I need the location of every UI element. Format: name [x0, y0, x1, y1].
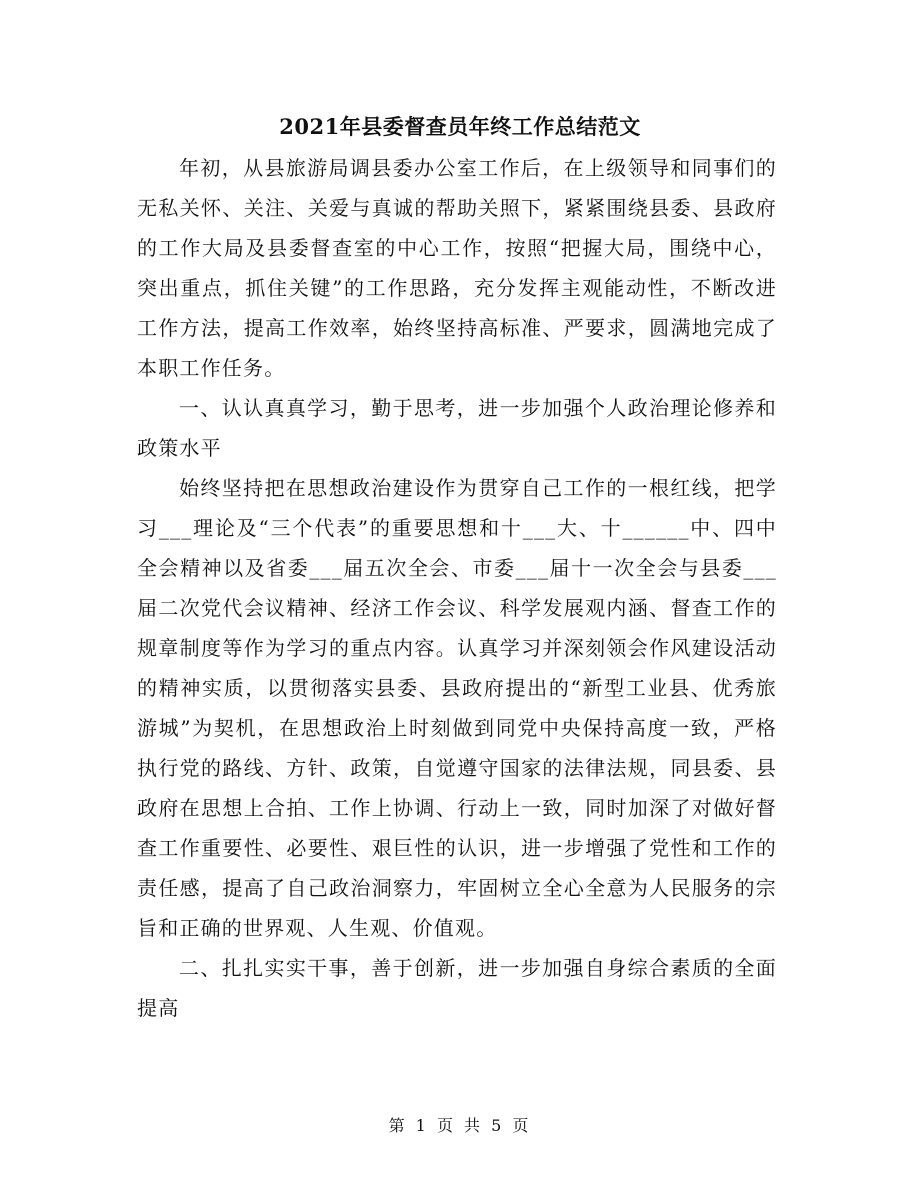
section-heading-two: 二、扎扎实实干事，善于创新，进一步加强自身综合素质的全面提高 — [137, 956, 777, 1020]
page-number-footer: 第 1 页 共 5 页 — [388, 1116, 532, 1135]
paragraph-study: 始终坚持把在思想政治建设作为贯穿自己工作的一根红线，把学习___理论及“三个代表”的重要思想和十___大、十______中、四中全会精神以及省委___届五次全会、市委___届十一次全会与县委___届二次党代会议精神、经济工作会议、科学发展观内涵、督查工作的规章制度等作为学习的重点内容。认真学习并深刻领会作风建设活动的精神实质，以贯彻落实县委、县政府提出的“新型工业县、优秀旅游城”为契机，在思想政治上时刻做到同党中央保持高度一致，严格执行党的路线、方针、政策，自觉遵守国家的法律法规，同县委、县政府在思想上合拍、工作上协调、行动上一致，同时加深了对做好督查工作重要性、必要性、艰巨性的认识，进一步增强了党性和工作的责任感，提高了自己政治洞察力，牢固树立全心全意为人民服务的宗旨和正确的世界观、人生观、价值观。 — [137, 476, 777, 940]
paragraph-intro: 年初，从县旅游局调县委办公室工作后，在上级领导和同事们的无私关怀、关注、关爱与真诚的帮助关照下，紧紧围绕县委、县政府的工作大局及县委督查室的中心工作，按照“把握大局，围绕中心，突出重点，抓住关键”的工作思路，充分发挥主观能动性，不断改进工作方法，提高工作效率，始终坚持高标准、严要求，圆满地完成了本职工作任务。 — [137, 156, 777, 380]
section-heading-one: 一、认认真真学习，勤于思考，进一步加强个人政治理论修养和政策水平 — [137, 396, 777, 460]
document-title: 2021年县委督查员年终工作总结范文 — [279, 114, 641, 139]
document-body — [137, 148, 777, 1028]
